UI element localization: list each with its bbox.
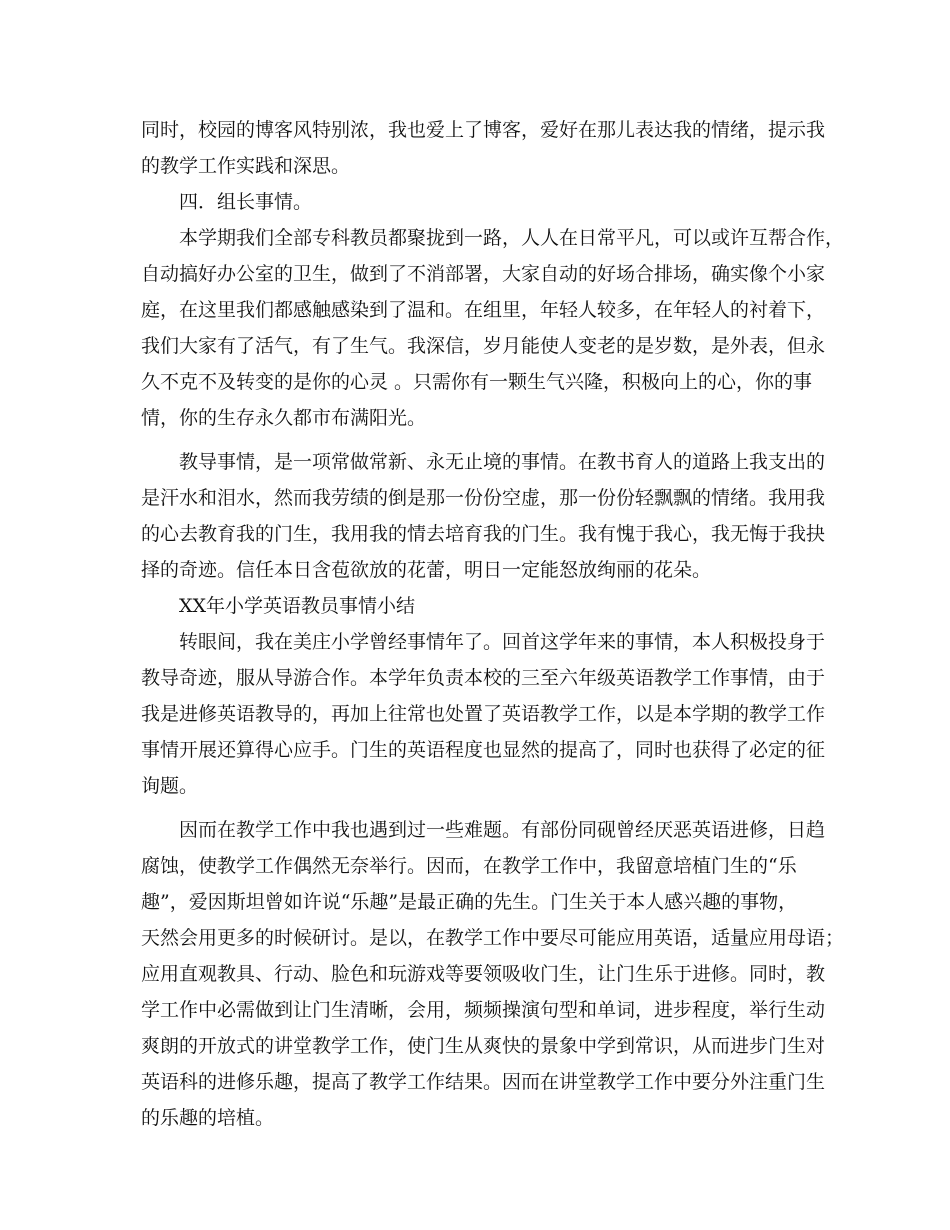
text-line: 庭，在这里我们都感触感染到了温和。在组里，年轻人较多，在年轻人的衬着下，	[141, 299, 826, 321]
text-line: 我们大家有了活气，有了生气。我深信，岁月能使人变老的是岁数，是外表，但永	[141, 335, 826, 357]
text-line: 是汗水和泪水，然而我劳绩的倒是那一份份空虚，那一份份轻飘飘的情绪。我用我	[141, 487, 826, 509]
text-line: 应用直观教具、行动、脸色和玩游戏等要领吸收门生，让门生乐于进修。同时，教	[141, 963, 826, 985]
text-line: 教导事情，是一项常做常新、永无止境的事情。在教书育人的道路上我支出的	[179, 451, 826, 473]
text-line: 腐蚀，使教学工作偶然无奈举行。因而，在教学工作中，我留意培植门生的“乐	[141, 855, 797, 877]
text-line: 转眼间，我在美庄小学曾经事情年了。回首这学年来的事情，本人积极投身于	[179, 631, 826, 653]
text-line: 天然会用更多的时候研讨。是以，在教学工作中要尽可能应用英语，适量应用母语；	[141, 927, 845, 949]
section-title: XX年小学英语教员事情小结	[179, 595, 416, 617]
text-line: 久不克不及转变的是你的心灵 。只需你有一颗生气兴隆，积极向上的心，你的事	[141, 371, 813, 393]
text-line: 的教学工作实践和深思。	[141, 155, 351, 177]
text-line: 我是进修英语教导的，再加上往常也处置了英语教学工作，以是本学期的教学工作	[141, 703, 826, 725]
text-line: 趣”，爱因斯坦曾如许说“乐趣”是最正确的先生。门生关于本人感兴趣的事物，	[141, 891, 798, 913]
text-line: 的乐趣的培植。	[141, 1107, 275, 1129]
text-line: 同时，校园的博客风特别浓，我也爱上了博客，爱好在那儿表达我的情绪，提示我	[141, 119, 826, 141]
text-line: 询题。	[141, 775, 199, 797]
text-line: 爽朗的开放式的讲堂教学工作，使门生从爽快的景象中学到常识，从而进步门生对	[141, 1035, 826, 1057]
section-heading: 四．组长事情。	[179, 191, 313, 213]
text-line: 英语科的进修乐趣，提高了教学工作结果。因而在讲堂教学工作中要分外注重门生	[141, 1071, 826, 1093]
text-line: 本学期我们全部专科教员都聚拢到一路，人人在日常平凡，可以或许互帮合作，	[179, 227, 845, 249]
text-line: 学工作中必需做到让门生清晰，会用，频频操演句型和单词，进步程度，举行生动	[141, 999, 826, 1021]
text-line: 事情开展还算得心应手。门生的英语程度也显然的提高了，同时也获得了必定的征	[141, 739, 826, 761]
text-line: 自动搞好办公室的卫生，做到了不消部署，大家自动的好场合排场，确实像个小家	[141, 263, 826, 285]
text-line: 情，你的生存永久都市布满阳光。	[141, 407, 427, 429]
document-body	[141, 112, 845, 1136]
text-line: 因而在教学工作中我也遇到过一些难题。有部份同砚曾经厌恶英语进修，日趋	[179, 819, 826, 841]
text-line: 教导奇迹，服从导游合作。本学年负责本校的三至六年级英语教学工作事情，由于	[141, 667, 826, 689]
text-line: 择的奇迹。信任本日含苞欲放的花蕾，明日一定能怒放绚丽的花朵。	[141, 559, 712, 581]
text-line: 的心去教育我的门生，我用我的情去培育我的门生。我有愧于我心，我无悔于我抉	[141, 523, 826, 545]
